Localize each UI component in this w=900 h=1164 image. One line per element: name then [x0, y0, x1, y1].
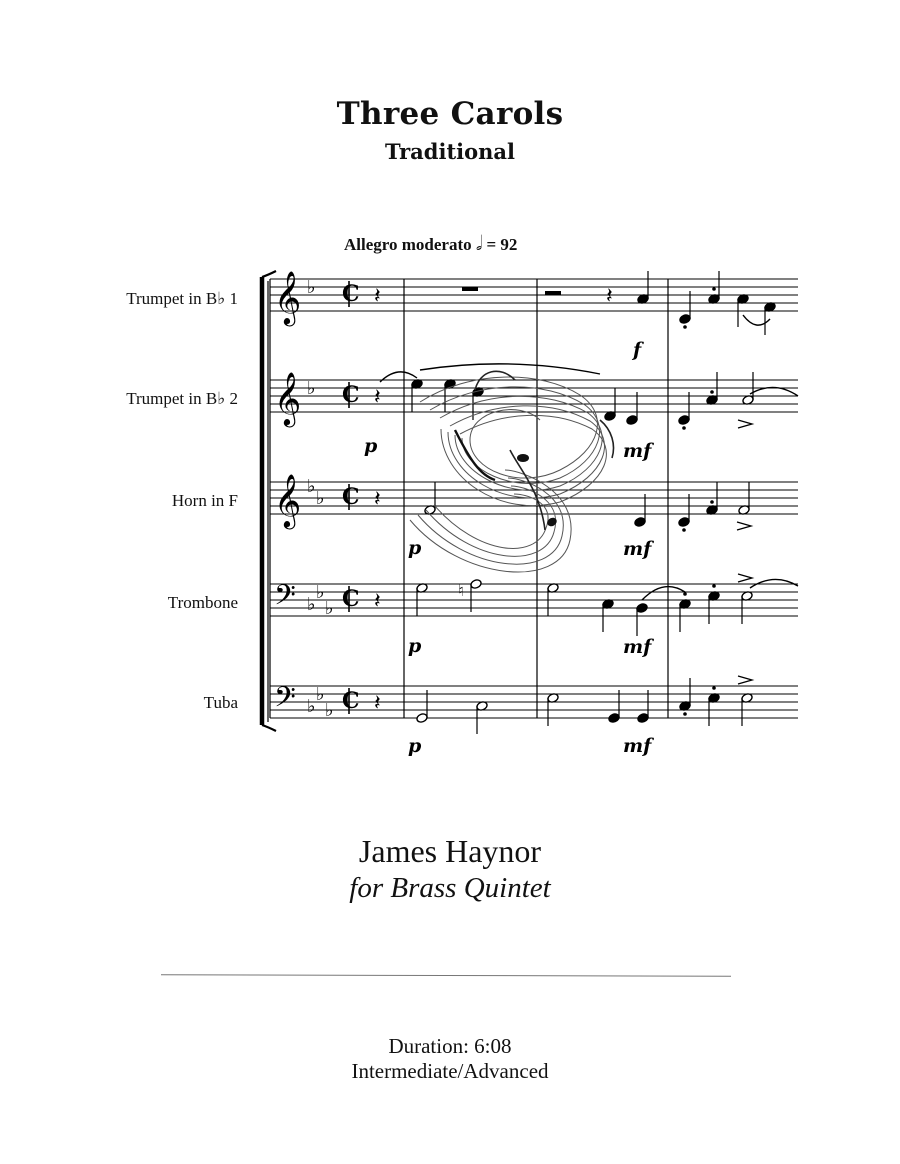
notehead	[634, 517, 646, 528]
natural-icon: ♮	[458, 581, 464, 600]
notehead	[679, 314, 691, 325]
notehead	[636, 603, 648, 614]
staccato-dot	[682, 528, 686, 532]
dynamic-p: p	[408, 537, 422, 559]
staccato-dot	[710, 500, 714, 504]
notehead	[416, 713, 428, 724]
staccato-dot	[712, 584, 716, 588]
cut-time-icon: C	[342, 688, 360, 714]
instrument-label-tuba: Tuba	[203, 693, 238, 712]
instrument-label-trombone: Trombone	[167, 593, 238, 612]
bass-clef-icon: 𝄢	[274, 579, 296, 619]
slur	[743, 315, 770, 325]
quarter-rest-icon: 𝄽	[374, 487, 381, 512]
dynamic-mf: mf	[623, 735, 652, 757]
staccato-dot	[683, 712, 687, 716]
dynamic-mf: mf	[623, 538, 652, 560]
staccato-dot	[682, 426, 686, 430]
notehead	[678, 517, 690, 528]
dynamic-p: p	[408, 735, 422, 757]
staccato-dot	[712, 686, 716, 690]
flat-icon: ♭	[316, 684, 325, 705]
instrument-label-horn: Horn in F	[171, 491, 238, 510]
staccato-dot	[710, 390, 714, 394]
whole-rest-icon	[462, 287, 478, 291]
flat-icon: ♭	[307, 277, 316, 298]
clefs	[274, 270, 381, 721]
instrument-label-trumpet-1: Trumpet in B♭ 1	[126, 289, 238, 308]
tempo-text: Allegro moderato	[344, 235, 472, 254]
quarter-rest-icon: 𝄽	[606, 284, 613, 309]
dynamic-p: p	[364, 435, 378, 457]
quarter-rest-icon: 𝄽	[374, 284, 381, 309]
flat-icon: ♭	[325, 700, 334, 721]
flat-icon: ♭	[316, 582, 325, 603]
cut-time-icon: C	[342, 484, 360, 510]
slur	[420, 364, 600, 374]
divider	[161, 974, 731, 976]
page-title: Three Carols	[336, 96, 564, 132]
dynamic-f: f	[633, 339, 642, 361]
dynamic-mf: mf	[623, 636, 652, 658]
staccato-dot	[683, 325, 687, 329]
notehead	[626, 415, 638, 426]
difficulty-level: Intermediate/Advanced	[351, 1059, 549, 1083]
treble-clef-icon: 𝄞	[274, 473, 302, 527]
flat-icon: ♭	[307, 696, 316, 717]
flat-icon: ♭	[316, 488, 325, 509]
accent-icon	[738, 676, 752, 684]
duration-text: Duration: 6:08	[388, 1034, 512, 1058]
half-note-icon: 𝅗𝅥	[475, 231, 483, 255]
composer-name: James Haynor	[358, 833, 542, 869]
cut-time-icon: C	[342, 281, 360, 307]
cut-time-icon: C	[342, 586, 360, 612]
half-rest-icon	[545, 291, 561, 295]
instrument-label-trumpet-2: Trumpet in B♭ 2	[126, 389, 238, 408]
notehead	[678, 415, 690, 426]
staccato-dot	[683, 592, 687, 596]
accent-icon	[737, 522, 751, 530]
treble-clef-icon: 𝄞	[274, 270, 302, 324]
accent-icon	[738, 420, 752, 428]
ensemble-description: for Brass Quintet	[349, 872, 551, 904]
bass-clef-icon: 𝄢	[274, 681, 296, 721]
slur	[750, 387, 798, 396]
quarter-rest-icon: 𝄽	[374, 589, 381, 614]
tempo-value: = 92	[486, 235, 518, 254]
flat-icon: ♭	[307, 476, 316, 497]
dynamic-p: p	[408, 635, 422, 657]
accent-icon	[738, 574, 752, 582]
flat-icon: ♭	[325, 598, 334, 619]
cut-time-icon: C	[342, 382, 360, 408]
flat-icon: ♭	[307, 378, 316, 399]
notehead	[637, 713, 649, 724]
page-subtitle: Traditional	[385, 139, 515, 164]
notehead	[608, 713, 620, 724]
staccato-dot	[712, 287, 716, 291]
flat-icon: ♭	[307, 594, 316, 615]
treble-clef-icon: 𝄞	[274, 371, 302, 425]
quarter-rest-icon: 𝄽	[374, 385, 381, 410]
notehead	[470, 579, 482, 590]
slur	[642, 587, 685, 600]
dynamic-mf: mf	[623, 440, 652, 462]
page-swirl-distortion	[410, 371, 614, 572]
quarter-rest-icon: 𝄽	[374, 691, 381, 716]
